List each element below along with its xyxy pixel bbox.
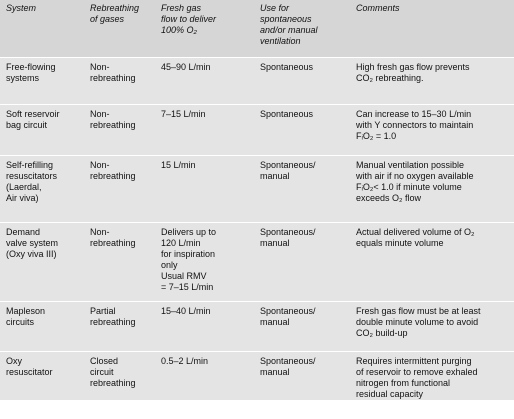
cell-comments: Can increase to 15–30 L/min with Y connectors to maintain FᵢO₂ = 1.0	[350, 105, 514, 156]
cell-rebreathing: Partial rebreathing	[84, 302, 155, 352]
cell-rebreathing: Non- rebreathing	[84, 105, 155, 156]
header-rebreathing: Rebreathing of gases	[84, 0, 155, 58]
header-row	[0, 0, 514, 58]
cell-fresh-gas-flow: 7–15 L/min	[155, 105, 254, 156]
cell-system: Self-refilling resuscitators (Laerdal, Air viva)	[0, 156, 84, 223]
table-row	[0, 223, 514, 302]
table-row	[0, 156, 514, 223]
table-row	[0, 302, 514, 352]
header-system: System	[0, 0, 84, 58]
table-row	[0, 352, 514, 419]
cell-system: Free-flowing systems	[0, 58, 84, 105]
table-body	[0, 58, 514, 419]
cell-ventilation-use: Spontaneous/ manual	[254, 302, 350, 352]
cell-comments: Requires intermittent purging of reservoir to remove exhaled nitrogen from functional residual capacity	[350, 352, 514, 419]
cell-ventilation-use: Spontaneous/ manual	[254, 352, 350, 419]
cell-ventilation-use: Spontaneous/ manual	[254, 156, 350, 223]
cell-fresh-gas-flow: 15–40 L/min	[155, 302, 254, 352]
cell-fresh-gas-flow: 0.5–2 L/min	[155, 352, 254, 419]
header-ventilation-use: Use for spontaneous and/or manual ventilation	[254, 0, 350, 58]
cell-comments: Manual ventilation possible with air if no oxygen available FᵢO₂< 1.0 if minute volume exceeds O₂ flow	[350, 156, 514, 223]
cell-fresh-gas-flow: 15 L/min	[155, 156, 254, 223]
cell-comments: Fresh gas flow must be at least double minute volume to avoid CO₂ build-up	[350, 302, 514, 352]
cell-comments: High fresh gas flow prevents CO₂ rebreathing.	[350, 58, 514, 105]
cell-system: Soft reservoir bag circuit	[0, 105, 84, 156]
cell-comments: Actual delivered volume of O₂ equals minute volume	[350, 223, 514, 302]
cell-system: Oxy resuscitator	[0, 352, 84, 419]
table-row	[0, 105, 514, 156]
header-fresh-gas-flow: Fresh gas flow to deliver 100% O₂	[155, 0, 254, 58]
cell-system: Demand valve system (Oxy viva III)	[0, 223, 84, 302]
cell-rebreathing: Non- rebreathing	[84, 223, 155, 302]
cell-rebreathing: Non- rebreathing	[84, 58, 155, 105]
table-header	[0, 0, 514, 58]
cell-ventilation-use: Spontaneous	[254, 105, 350, 156]
cell-fresh-gas-flow: Delivers up to 120 L/min for inspiration only Usual RMV = 7–15 L/min	[155, 223, 254, 302]
cell-rebreathing: Closed circuit rebreathing	[84, 352, 155, 419]
header-comments: Comments	[350, 0, 514, 58]
cell-system: Mapleson circuits	[0, 302, 84, 352]
cell-fresh-gas-flow: 45–90 L/min	[155, 58, 254, 105]
cell-ventilation-use: Spontaneous	[254, 58, 350, 105]
cell-ventilation-use: Spontaneous/ manual	[254, 223, 350, 302]
cell-rebreathing: Non- rebreathing	[84, 156, 155, 223]
table-row	[0, 58, 514, 105]
